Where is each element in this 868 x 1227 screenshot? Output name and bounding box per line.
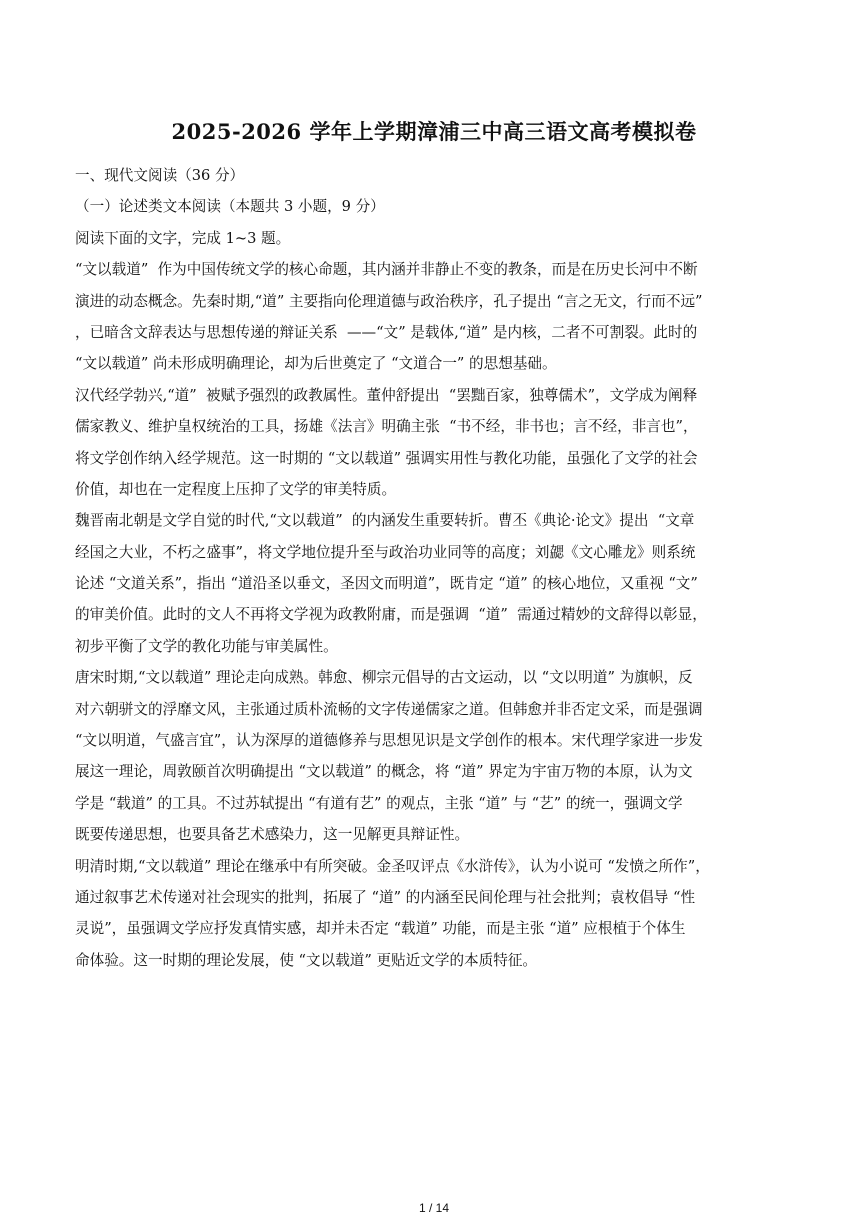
page-number: 1 / 14 (418, 1201, 450, 1215)
paragraph-line: “文以载道” 作为中国传统文学的核心命题，其内涵并非静止不变的教条，而是在历史长河中不断 (75, 261, 698, 279)
paragraph-line: 唐宋时期,“文以载道” 理论走向成熟。韩愈、柳宗元倡导的古文运动，以 “文以明道” 为旗帜，反 (75, 669, 693, 687)
paragraph-line: 汉代经学勃兴,“道” 被赋予强烈的政教属性。董仲舒提出 “罢黜百家，独尊儒术”，文学成为阐释 (75, 386, 698, 404)
paragraph-line: 的审美价值。此时的文人不再将文学视为政教附庸，而是强调 “道” 需通过精妙的文辞得以彰显， (75, 606, 707, 624)
document-body (75, 160, 775, 976)
paragraph-line: 明清时期,“文以载道” 理论在继承中有所突破。金圣叹评点《水浒传》，认为小说可 “发愤之所作”， (75, 857, 710, 875)
paragraph-line: “文以明道，气盛言宜”，认为深厚的道德修养与思想见识是文学创作的根本。宋代理学家进一步发 (75, 732, 703, 750)
paragraph-line: 将文学创作纳入经学规范。这一时期的 “文以载道” 强调实用性与教化功能，虽强化了文学的社会 (75, 449, 698, 467)
paragraph-line: 儒家教义、维护皇权统治的工具，扬雄《法言》明确主张 “书不经，非书也；言不经，非言也”， (75, 418, 698, 436)
paragraph-line: 价值，却也在一定程度上压抑了文学的审美特质。 (75, 480, 397, 498)
paragraph-line: 演进的动态概念。先秦时期,“道” 主要指向伦理道德与政治秩序，孔子提出 “言之无文，行而不远” (75, 292, 703, 310)
paragraph-line: 展这一理论，周敦颐首次明确提出 “文以载道” 的概念，将 “道” 界定为宇宙万物的本原，认为文 (75, 763, 693, 781)
paragraph (75, 662, 775, 850)
paragraph-line: 通过叙事艺术传递对社会现实的批判，拓展了 “道” 的内涵至民间伦理与社会批判；袁枚倡导 “性 (75, 888, 696, 906)
subsection-heading: （一）论述类文本阅读（本题共 3 小题，9 分） (75, 198, 385, 216)
paragraph-line: 魏晋南北朝是文学自觉的时代,“文以载道” 的内涵发生重要转折。曹丕《典论·论文》提出 “文章 (75, 512, 695, 530)
paragraph-line: 命体验。这一时期的理论发展，使 “文以载道” 更贴近文学的本质特征。 (75, 951, 538, 969)
paragraph-line: 论述 “文道关系”，指出 “道沿圣以垂文，圣因文而明道”，既肯定 “道” 的核心地位，又重视 “文” (75, 575, 698, 593)
document-title: 2025-2026 学年上学期漳浦三中高三语文高考模拟卷 (171, 119, 697, 144)
section-heading: 一、现代文阅读（36 分） (75, 167, 245, 184)
paragraph-line: “文以载道” 尚未形成明确理论，却为后世奠定了 “文道合一” 的思想基础。 (75, 355, 557, 373)
paragraph-line: 灵说”，虽强调文学应抒发真情实感，却并未否定 “载道” 功能，而是主张 “道” 应根植于个体生 (75, 920, 686, 938)
paragraph (75, 254, 775, 380)
paragraph (75, 380, 775, 506)
paragraph-line: 初步平衡了文学的教化功能与审美属性。 (75, 637, 338, 655)
paragraph-line: 学是 “载道” 的工具。不过苏轼提出 “有道有艺” 的观点，主张 “道” 与 “艺” 的统一，强调文学 (75, 794, 683, 812)
paragraph-line: 对六朝骈文的浮靡文风，主张通过质朴流畅的文字传递儒家之道。但韩愈并非否定文采，而是强调 (75, 700, 703, 718)
paragraph (75, 851, 775, 977)
paragraph-line: ，已暗含文辞表达与思想传递的辩证关系 ——“文” 是载体,“道” 是内核，二者不可割裂。此时的 (75, 323, 698, 341)
reading-instruction: 阅读下面的文字，完成 1~3 题。 (75, 229, 291, 247)
paragraph-line: 既要传递思想，也要具备艺术感染力，这一见解更具辩证性。 (75, 826, 470, 844)
paragraph (75, 505, 775, 662)
paragraph-line: 经国之大业，不朽之盛事”，将文学地位提升至与政治功业同等的高度；刘勰《文心雕龙》则系统 (75, 543, 696, 561)
